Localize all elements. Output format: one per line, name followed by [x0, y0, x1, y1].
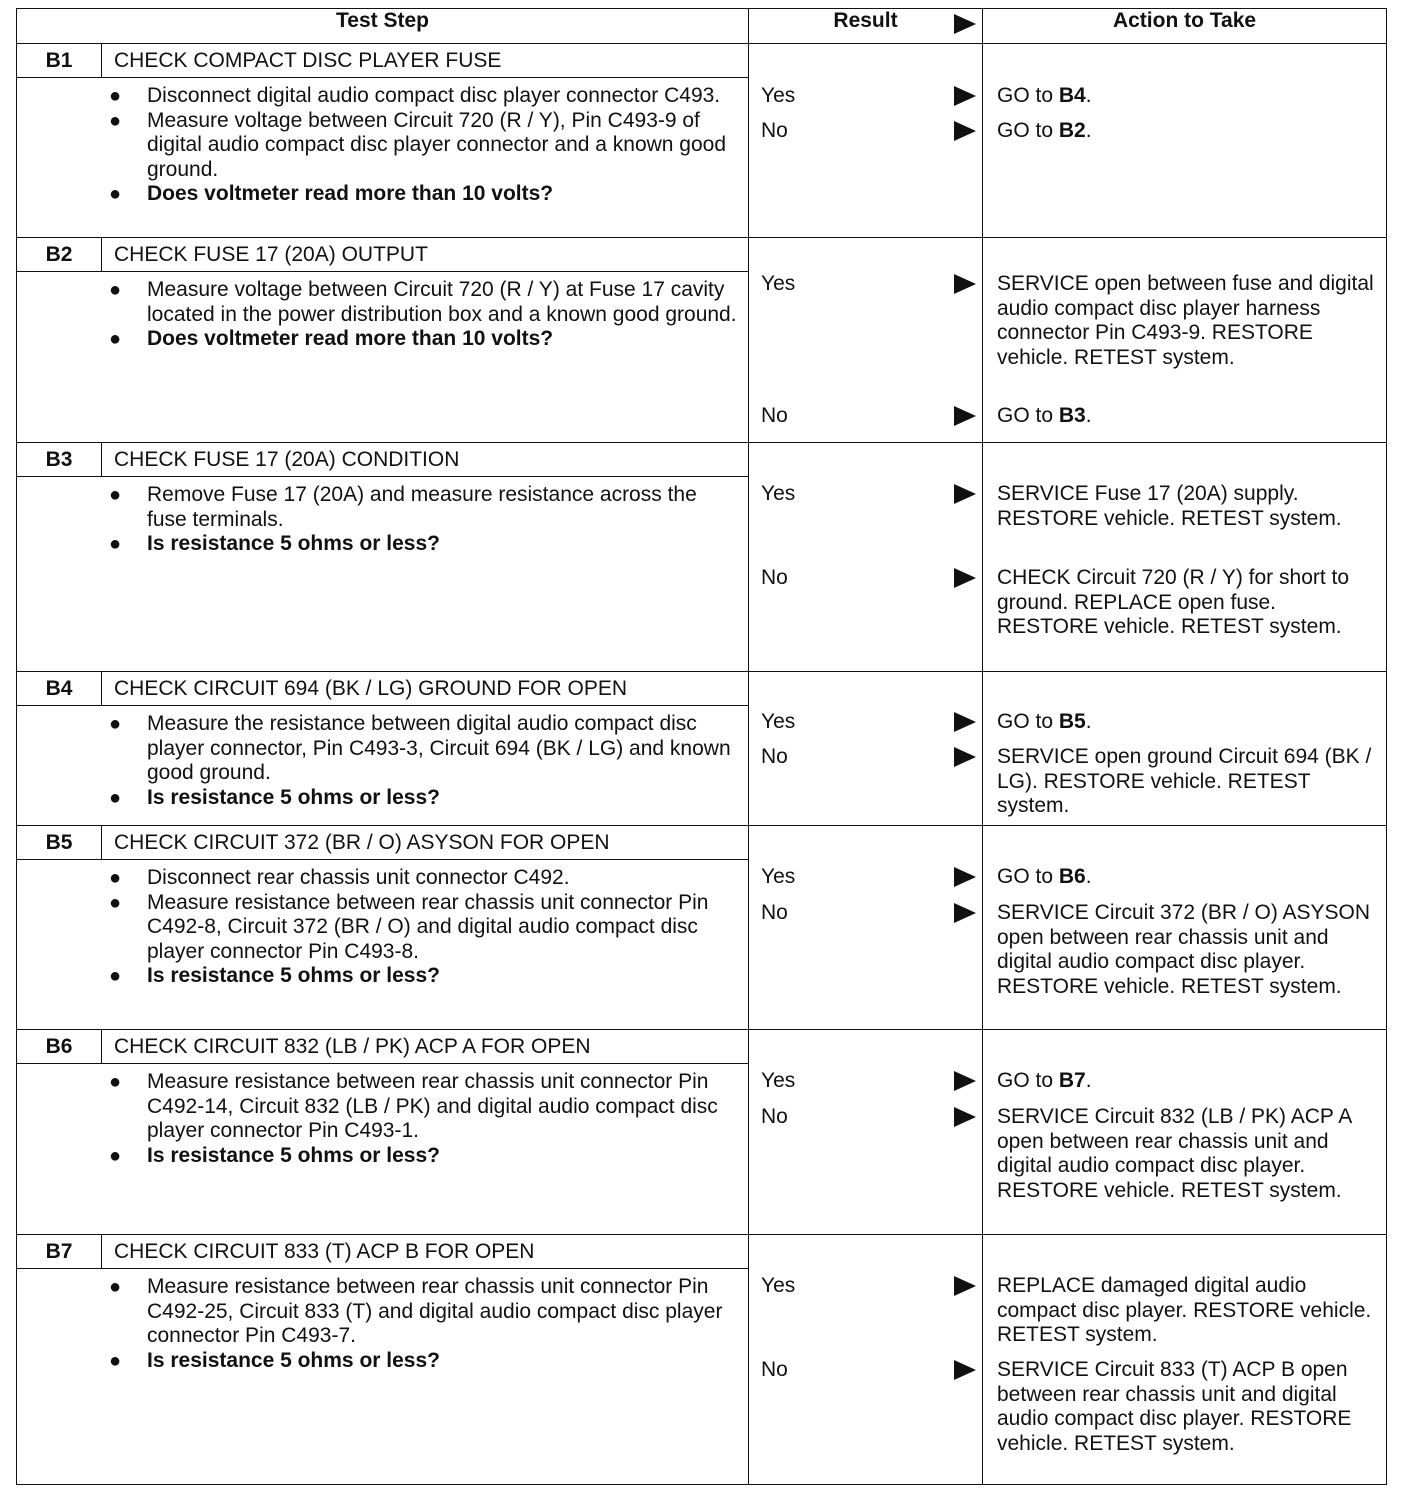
- step-id: B7: [17, 1235, 102, 1268]
- action-prefix: SERVICE open ground Circuit 694 (BK / LG). RESTORE vehicle. RETEST system.: [997, 745, 1372, 817]
- action-text: [997, 84, 1376, 109]
- header-action: Action to Take: [983, 9, 1387, 44]
- result-no: [761, 566, 982, 592]
- action-suffix: .: [1085, 710, 1092, 733]
- result-cell: [749, 44, 983, 238]
- arrow-icon: [954, 747, 976, 767]
- result-label: Yes: [761, 84, 796, 107]
- step-header: [17, 826, 748, 860]
- step-question: ● Does voltmeter read more than 10 volts?: [109, 182, 738, 207]
- action-step-ref: B2: [1058, 119, 1086, 142]
- action-text: [997, 710, 1376, 735]
- step-id: B4: [17, 672, 102, 705]
- action-prefix: GO to: [997, 710, 1059, 733]
- result-no: [761, 1105, 982, 1131]
- arrow-icon: [954, 406, 976, 426]
- action-prefix: GO to: [997, 404, 1059, 427]
- step-cell: [17, 672, 749, 826]
- step-header: [17, 238, 748, 272]
- step-body: [17, 1269, 748, 1379]
- action-suffix: .: [1085, 119, 1092, 142]
- step-cell: [17, 44, 749, 238]
- result-cell: [749, 238, 983, 443]
- action-cell: [983, 1235, 1387, 1485]
- step-cell: [17, 1030, 749, 1235]
- result-cell: [749, 1030, 983, 1235]
- result-cell: [749, 1235, 983, 1485]
- arrow-icon: [954, 903, 976, 923]
- step-cell: [17, 238, 749, 443]
- result-no: [761, 745, 982, 771]
- step-header: [17, 443, 748, 477]
- step-bullet: ● Measure resistance between rear chassis unit connector Pin C492-25, Circuit 833 (T) and digital audio compact disc player connector Pin C493-7.: [109, 1275, 738, 1349]
- action-text: [997, 1274, 1376, 1348]
- step-header: [17, 44, 748, 78]
- action-suffix: .: [1085, 404, 1092, 427]
- action-text: [997, 404, 1376, 429]
- step-row-b4: [17, 672, 1387, 826]
- result-yes: [761, 1069, 982, 1095]
- step-row-b5: [17, 826, 1387, 1030]
- step-body: [17, 1064, 748, 1174]
- step-row-b3: [17, 443, 1387, 672]
- result-label: Yes: [761, 272, 796, 295]
- action-text: [997, 566, 1376, 640]
- step-question: ● Is resistance 5 ohms or less?: [109, 964, 738, 989]
- action-cell: [983, 443, 1387, 672]
- action-cell: [983, 238, 1387, 443]
- step-row-b2: [17, 238, 1387, 443]
- step-row-b1: [17, 44, 1387, 238]
- action-prefix: GO to: [997, 865, 1059, 888]
- step-body: [17, 860, 748, 995]
- step-title: CHECK FUSE 17 (20A) OUTPUT: [114, 243, 428, 266]
- step-question: ● Is resistance 5 ohms or less?: [109, 1144, 738, 1169]
- step-header: [17, 1030, 748, 1064]
- header-result: [749, 9, 983, 44]
- arrow-icon: [954, 86, 976, 106]
- action-suffix: .: [1085, 865, 1092, 888]
- result-cell: [749, 826, 983, 1030]
- step-header: [17, 1235, 748, 1269]
- step-id: B3: [17, 443, 102, 476]
- result-label: Yes: [761, 482, 796, 505]
- result-yes: [761, 710, 982, 736]
- arrow-icon: [954, 712, 976, 732]
- step-bullet: ● Measure resistance between rear chassis unit connector Pin C492-14, Circuit 832 (LB / PK) and digital audio compact disc player connector Pin C493-1.: [109, 1070, 738, 1144]
- step-id: B5: [17, 826, 102, 859]
- result-no: [761, 119, 982, 145]
- step-title: CHECK CIRCUIT 832 (LB / PK) ACP A FOR OPEN: [114, 1035, 591, 1058]
- result-label: No: [761, 119, 788, 142]
- action-step-ref: B4: [1058, 84, 1086, 107]
- step-question: ● Is resistance 5 ohms or less?: [109, 1349, 738, 1374]
- step-title: CHECK CIRCUIT 833 (T) ACP B FOR OPEN: [114, 1240, 535, 1263]
- step-header: [17, 672, 748, 706]
- arrow-icon: [954, 867, 976, 887]
- result-no: [761, 1358, 982, 1384]
- arrow-icon: [954, 1071, 976, 1091]
- action-text: [997, 1358, 1376, 1456]
- action-text: [997, 745, 1376, 819]
- step-body: [17, 477, 748, 563]
- arrow-icon: [954, 1360, 976, 1380]
- result-label: No: [761, 1358, 788, 1381]
- result-label: No: [761, 404, 788, 427]
- action-prefix: SERVICE Circuit 832 (LB / PK) ACP A open between rear chassis unit and digital audio compact disc player. RESTORE vehicle. RETEST system.: [997, 1105, 1352, 1202]
- arrow-icon: [954, 121, 976, 141]
- step-title: CHECK FUSE 17 (20A) CONDITION: [114, 448, 460, 471]
- step-title: CHECK CIRCUIT 372 (BR / O) ASYSON FOR OPEN: [114, 831, 610, 854]
- action-prefix: GO to: [997, 84, 1059, 107]
- step-title: CHECK COMPACT DISC PLAYER FUSE: [114, 49, 502, 72]
- step-cell: [17, 826, 749, 1030]
- action-cell: [983, 826, 1387, 1030]
- step-question: ● Is resistance 5 ohms or less?: [109, 532, 738, 557]
- step-id: B6: [17, 1030, 102, 1063]
- result-label: Yes: [761, 1069, 796, 1092]
- action-text: [997, 1069, 1376, 1094]
- step-bullet: ● Remove Fuse 17 (20A) and measure resistance across the fuse terminals.: [109, 483, 738, 532]
- result-no: [761, 404, 982, 430]
- step-bullet: ● Disconnect rear chassis unit connector C492.: [109, 866, 738, 891]
- result-cell: [749, 443, 983, 672]
- action-cell: [983, 672, 1387, 826]
- step-question: ● Is resistance 5 ohms or less?: [109, 786, 738, 811]
- header-result-label: Result: [833, 9, 898, 32]
- step-body: [17, 706, 748, 816]
- step-bullet: ● Measure voltage between Circuit 720 (R / Y), Pin C493-9 of digital audio compact disc player connector and a known good ground.: [109, 109, 738, 183]
- action-prefix: SERVICE Fuse 17 (20A) supply. RESTORE vehicle. RETEST system.: [997, 482, 1342, 530]
- step-row-b7: [17, 1235, 1387, 1485]
- action-text: [997, 119, 1376, 144]
- step-title: CHECK CIRCUIT 694 (BK / LG) GROUND FOR OPEN: [114, 677, 628, 700]
- action-text: [997, 1105, 1376, 1203]
- step-bullet: ● Measure resistance between rear chassis unit connector Pin C492-8, Circuit 372 (BR / O) and digital audio compact disc player connector Pin C493-8.: [109, 891, 738, 965]
- result-label: No: [761, 1105, 788, 1128]
- action-text: [997, 272, 1376, 370]
- result-label: Yes: [761, 1274, 796, 1297]
- result-label: No: [761, 901, 788, 924]
- step-row-b6: [17, 1030, 1387, 1235]
- arrow-icon: [954, 484, 976, 504]
- header-test-step: Test Step: [17, 9, 749, 44]
- action-text: [997, 482, 1376, 531]
- action-step-ref: B5: [1058, 710, 1086, 733]
- action-prefix: GO to: [997, 119, 1059, 142]
- action-cell: [983, 1030, 1387, 1235]
- result-label: Yes: [761, 865, 796, 888]
- step-bullet: ● Measure the resistance between digital audio compact disc player connector, Pin C493-3, Circuit 694 (BK / LG) and known good ground.: [109, 712, 738, 786]
- result-yes: [761, 482, 982, 508]
- test-step-table: [16, 8, 1387, 1485]
- action-step-ref: B6: [1058, 865, 1086, 888]
- step-bullet: ● Measure voltage between Circuit 720 (R / Y) at Fuse 17 cavity located in the power distribution box and a known good ground.: [109, 278, 738, 327]
- result-label: No: [761, 745, 788, 768]
- result-no: [761, 901, 982, 927]
- action-suffix: .: [1085, 84, 1092, 107]
- step-body: [17, 78, 748, 213]
- arrow-icon: [954, 14, 976, 34]
- action-suffix: .: [1085, 1069, 1092, 1092]
- step-cell: [17, 1235, 749, 1485]
- result-yes: [761, 272, 982, 298]
- result-cell: [749, 672, 983, 826]
- action-prefix: SERVICE Circuit 372 (BR / O) ASYSON open between rear chassis unit and digital audio compact disc player. RESTORE vehicle. RETEST system.: [997, 901, 1371, 998]
- table-header-row: [17, 9, 1387, 44]
- step-id: B1: [17, 44, 102, 77]
- action-text: [997, 901, 1376, 999]
- action-prefix: GO to: [997, 1069, 1059, 1092]
- result-yes: [761, 1274, 982, 1300]
- result-label: Yes: [761, 710, 796, 733]
- arrow-icon: [954, 274, 976, 294]
- result-yes: [761, 84, 982, 110]
- arrow-icon: [954, 568, 976, 588]
- step-bullet: ● Disconnect digital audio compact disc player connector C493.: [109, 84, 738, 109]
- action-prefix: SERVICE open between fuse and digital audio compact disc player harness connector Pin C493-9. RESTORE vehicle. RETEST system.: [997, 272, 1374, 369]
- action-step-ref: B7: [1058, 1069, 1086, 1092]
- step-cell: [17, 443, 749, 672]
- step-id: B2: [17, 238, 102, 271]
- action-prefix: REPLACE damaged digital audio compact disc player. RESTORE vehicle. RETEST system.: [997, 1274, 1372, 1346]
- step-body: [17, 272, 748, 358]
- result-label: No: [761, 566, 788, 589]
- action-prefix: SERVICE Circuit 833 (T) ACP B open between rear chassis unit and digital audio compact disc player. RESTORE vehicle. RETEST system.: [997, 1358, 1352, 1455]
- action-text: [997, 865, 1376, 890]
- arrow-icon: [954, 1276, 976, 1296]
- action-step-ref: B3: [1058, 404, 1086, 427]
- action-cell: [983, 44, 1387, 238]
- action-prefix: CHECK Circuit 720 (R / Y) for short to ground. REPLACE open fuse. RESTORE vehicle. RETEST system.: [997, 566, 1350, 638]
- arrow-icon: [954, 1107, 976, 1127]
- result-yes: [761, 865, 982, 891]
- step-question: ● Does voltmeter read more than 10 volts?: [109, 327, 738, 352]
